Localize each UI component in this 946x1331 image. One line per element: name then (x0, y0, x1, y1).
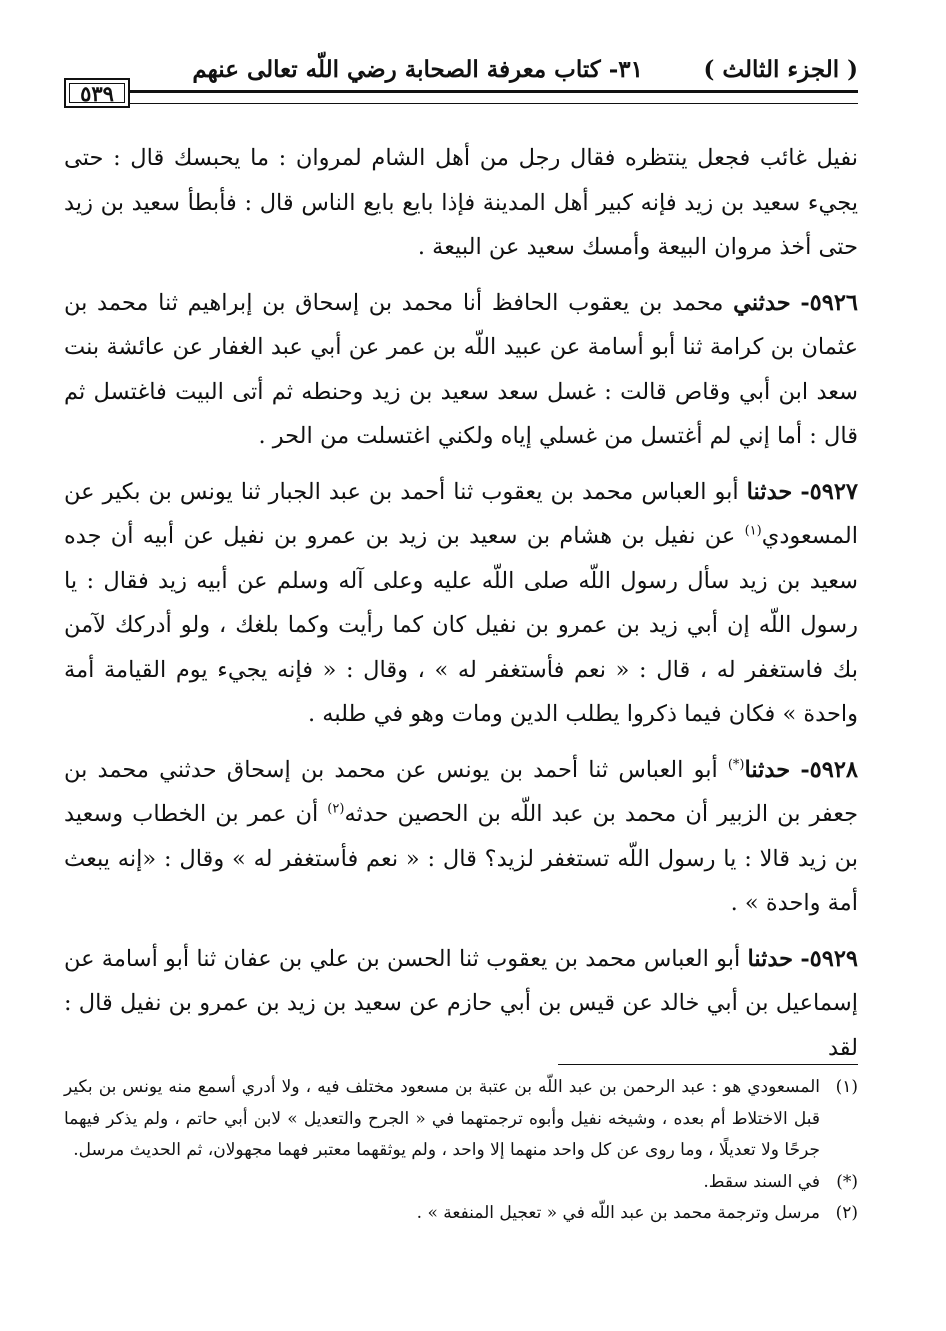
hadith-paragraph (64, 937, 858, 1071)
chapter-title: ٣١- كتاب معرفة الصحابة رضي اللّه تعالى عنهم (192, 56, 643, 83)
hadith-text: محمد بن يعقوب الحافظ أنا محمد بن إسحاق بن إبراهيم ثنا محمد بن عثمان بن كرامة ثنا أبو أسامة عن عبيد اللّه بن عمر عن أبي عبد الغفار عن عائشة بنت سعد ابن أبي وقاص قالت : غسل سعد سعيد بن زيد وحنطه ثم أتى البيت فاغتسل ثم قال : أما إني لم أغتسل من غسلي إياه ولكني اغتسلت من الحر . (64, 289, 858, 449)
hadith-lead-word: حدثنا (744, 756, 791, 783)
hadith-lead-word: حدثنا (747, 945, 794, 972)
hadith-number: ٥٩٢٦- (800, 289, 858, 316)
header-double-rule (130, 90, 858, 104)
footnotes (64, 1072, 858, 1230)
footnote-reference[interactable]: (٢) (327, 801, 345, 817)
paragraph-text: نفيل غائب فجعل ينتظره فقال رجل من أهل الشام لمروان : ما يحبسك قال : حتى يجيء سعيد بن زيد فإنه كبير أهل المدينة فإذا بايع بايع الناس قال : فأبطأ سعيد بن زيد حتى أخذ مروان البيعة وأمسك سعيد عن البيعة . (64, 145, 858, 260)
hadith-text: أبو العباس ثنا أحمد بن يونس عن محمد بن إسحاق حدثني محمد بن جعفر بن الزبير أن محمد بن عبد اللّه بن الحصين حدثه (64, 756, 859, 827)
footnote-marker: (٢) (835, 1203, 858, 1223)
footnote (64, 1198, 858, 1230)
hadith-text: أن عمر بن الخطاب وسعيد بن زيد قالا : يا رسول اللّه تستغفر لزيد؟ قال : « نعم فأستغفر له » وقال : «إنه يبعث أمة واحدة » . (64, 801, 858, 916)
hadith-text: عن نفيل بن هشام بن سعيد بن زيد بن عمرو بن نفيل عن أبيه أن جده سعيد بن زيد سأل رسول اللّه صلى اللّه عليه وعلى آله وسلم عن أبيه زيد فقال : يا رسول اللّه إن أبي زيد بن عمرو بن نفيل كان كما رأيت وكما بلغك ، ولو أدركك لآمن بك فاستغفر له ، قال : « نعم فأستغفر له » ، وقال : « فإنه يجيء يوم القيامة أمة واحدة » فكان فيما ذكروا يطلب الدين ومات وهو في طلبه . (64, 523, 858, 727)
volume-label: ( الجزء الثالث ) (703, 56, 858, 83)
main-text (64, 136, 858, 1081)
hadith-text: أبو العباس محمد بن يعقوب ثنا أحمد بن عبد الجبار ثنا يونس بن بكير عن المسعودي (64, 478, 858, 549)
hadith-lead-word: حدثني (733, 289, 791, 316)
footnote-text: في السند سقط. (703, 1171, 820, 1192)
footnote-reference[interactable]: (١) (744, 523, 762, 539)
footnote-reference[interactable]: (*) (727, 757, 745, 772)
footnote-separator (558, 1064, 858, 1065)
footnote-marker: (*) (836, 1171, 858, 1192)
hadith-paragraph (64, 748, 858, 926)
hadith-number: ٥٩٢٨- (800, 756, 858, 783)
footnote-text: المسعودي هو : عبد الرحمن بن عبد اللّه بن عتبة بن مسعود مختلف فيه ، ولا أدري أسمع منه يونس بن بكير قبل الاختلاط أم بعده ، وشيخه نفيل وأبوه ترجمتهما في « الجرح والتعديل » لابن أبي حاتم ، ولم يذكر فيهما جرحًا ولا تعديلًا ، وما روى عن كل واحد منهما إلا واحد ، ولم يوثقهما معتبر فهما مجهولان، ثم الحديث مرسل. (64, 1077, 820, 1160)
footnote-text: مرسل وترجمة محمد بن عبد اللّه في « تعجيل المنفعة » . (416, 1203, 820, 1223)
hadith-lead-word: حدثنا (746, 478, 793, 505)
page-number: ٥٣٩ (64, 78, 130, 108)
footnote (64, 1167, 858, 1199)
running-header (64, 52, 858, 86)
paragraph-continuation (64, 136, 858, 270)
footnote-marker: (١) (835, 1077, 858, 1097)
hadith-paragraph (64, 281, 858, 459)
hadith-number: ٥٩٢٧- (800, 478, 859, 505)
footnote (64, 1072, 858, 1167)
hadith-text: أبو العباس محمد بن يعقوب ثنا الحسن بن علي بن عفان ثنا أبو أسامة عن إسماعيل بن أبي خالد عن قيس بن أبي حازم عن سعيد بن زيد بن عمرو بن نفيل قال : لقد (64, 945, 858, 1061)
hadith-number: ٥٩٢٩- (800, 945, 859, 972)
hadith-paragraph (64, 470, 858, 737)
